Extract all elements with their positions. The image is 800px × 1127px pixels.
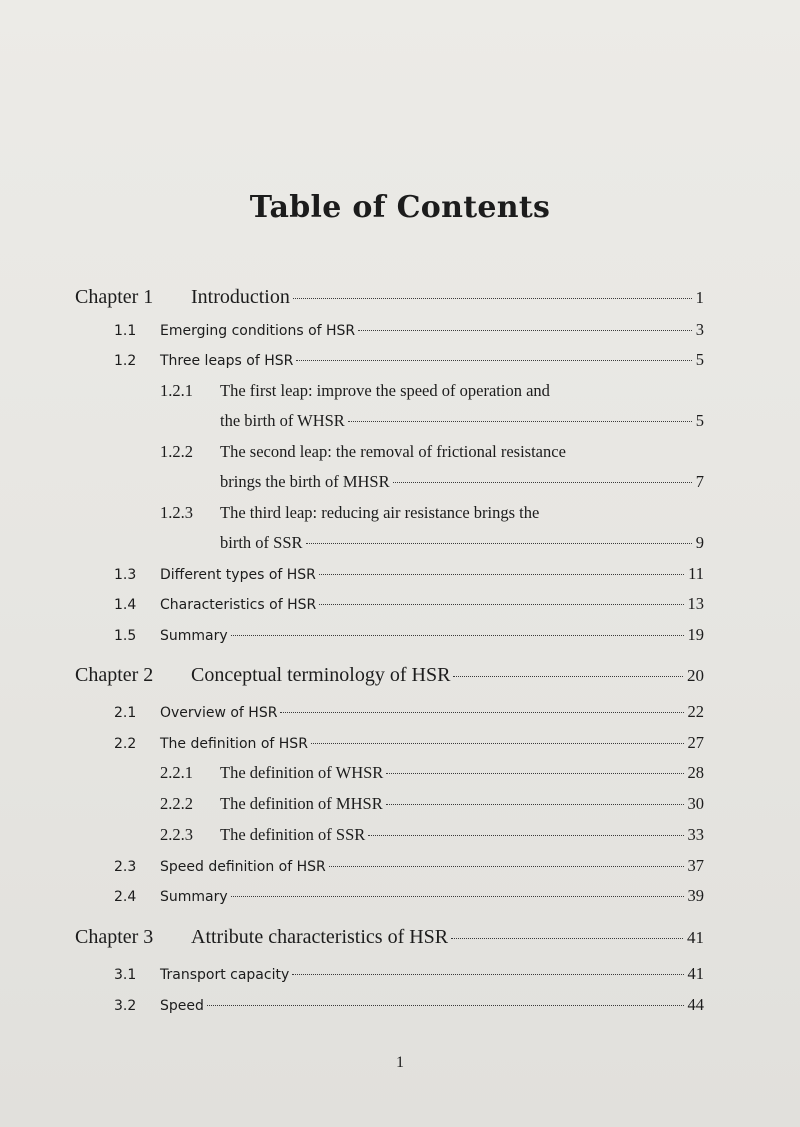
- toc-entry-1-2-3: [160, 503, 704, 523]
- entry-number: 1.2.2: [160, 442, 193, 461]
- toc-entry-2-4: [114, 886, 704, 906]
- entry-page: 37: [687, 856, 704, 875]
- entry-number: Chapter 1: [75, 286, 154, 308]
- entry-title: Emerging conditions of HSR: [160, 323, 356, 339]
- entry-title: Transport capacity: [160, 967, 290, 983]
- toc-entry-1-1: [114, 320, 704, 340]
- entry-title: The definition of MHSR: [220, 794, 383, 813]
- entry-title: Three leaps of HSR: [160, 353, 294, 369]
- dot-leader: [358, 330, 692, 331]
- toc-entry-2-1: [114, 702, 704, 722]
- entry-number: Chapter 3: [75, 926, 154, 948]
- entry-number: 2.2: [114, 736, 137, 752]
- entry-title: The second leap: the removal of frictional resistance: [220, 442, 566, 461]
- entry-number: 2.2.1: [160, 763, 193, 782]
- entry-page: 44: [687, 995, 704, 1014]
- toc-entry-1-5: [114, 625, 704, 645]
- dot-leader: [231, 896, 684, 897]
- dot-leader: [386, 804, 684, 805]
- dot-leader: [451, 938, 683, 939]
- dot-leader: [280, 712, 683, 713]
- entry-page: 13: [687, 594, 704, 613]
- dot-leader: [329, 866, 684, 867]
- entry-number: 3.2: [114, 998, 137, 1014]
- entry-number: 1.1: [114, 323, 137, 339]
- toc-entry-2-3: [114, 856, 704, 876]
- toc-entry-2-2-1: [160, 763, 704, 783]
- entry-page: 30: [687, 794, 704, 813]
- dot-leader: [319, 574, 684, 575]
- entry-number: 1.2.1: [160, 381, 193, 400]
- entry-page: 9: [695, 533, 704, 552]
- entry-page: 1: [695, 288, 704, 307]
- dot-leader: [231, 635, 684, 636]
- toc-entry-1-2-1: [160, 381, 704, 401]
- entry-page: 33: [687, 825, 704, 844]
- toc-entry-1-3: [114, 564, 704, 584]
- toc-entry-2-2-2: [160, 794, 704, 814]
- dot-leader: [453, 676, 683, 677]
- entry-title: Speed: [160, 998, 204, 1014]
- entry-number: 1.5: [114, 628, 137, 644]
- entry-page: 5: [695, 411, 704, 430]
- entry-title: The definition of SSR: [220, 825, 366, 844]
- entry-page: 41: [687, 964, 704, 983]
- entry-number: 2.2.3: [160, 825, 193, 844]
- entry-title-cont: the birth of WHSR: [220, 411, 345, 430]
- entry-title: Conceptual terminology of HSR: [191, 664, 451, 686]
- entry-title: Introduction: [191, 286, 290, 308]
- dot-leader: [393, 482, 692, 483]
- entry-title: Summary: [160, 628, 228, 644]
- entry-page: 39: [687, 886, 704, 905]
- entry-title: Characteristics of HSR: [160, 597, 317, 613]
- entry-number: 3.1: [114, 967, 137, 983]
- toc-entry-2-2-3: [160, 825, 704, 845]
- entry-title: The first leap: improve the speed of operation and: [220, 381, 550, 400]
- entry-number: Chapter 2: [75, 664, 154, 686]
- entry-page: 27: [687, 733, 704, 752]
- entry-number: 2.2.2: [160, 794, 193, 813]
- toc-entry-1-2: [114, 350, 704, 370]
- dot-leader: [311, 743, 684, 744]
- page-number: 1: [396, 1054, 404, 1071]
- entry-page: 20: [687, 666, 704, 685]
- entry-page: 7: [695, 472, 704, 491]
- entry-page: 3: [695, 320, 704, 339]
- entry-title: Different types of HSR: [160, 567, 316, 583]
- dot-leader: [368, 835, 683, 836]
- dot-leader: [386, 773, 683, 774]
- toc-entry-chapter-3: [75, 926, 704, 949]
- entry-number: 2.1: [114, 705, 137, 721]
- entry-number: 1.2.3: [160, 503, 193, 522]
- toc-entry-chapter-1: [75, 286, 704, 309]
- entry-title: Overview of HSR: [160, 705, 278, 721]
- toc-entry-3-2: [114, 995, 704, 1015]
- entry-title-cont: brings the birth of MHSR: [220, 472, 390, 491]
- toc-entry-3-1: [114, 964, 704, 984]
- entry-page: 22: [687, 702, 704, 721]
- entry-number: 1.4: [114, 597, 137, 613]
- entry-number: 2.3: [114, 859, 137, 875]
- entry-page: 19: [687, 625, 704, 644]
- entry-title: Attribute characteristics of HSR: [191, 926, 449, 948]
- dot-leader: [306, 543, 692, 544]
- page-title: Table of Contents: [249, 190, 551, 225]
- entry-title: The third leap: reducing air resistance brings the: [220, 503, 540, 522]
- entry-number: 2.4: [114, 889, 137, 905]
- entry-title: The definition of HSR: [160, 736, 308, 752]
- toc-entry-1-2-2: [160, 442, 704, 462]
- entry-title-cont: birth of SSR: [220, 533, 303, 552]
- entry-page: 5: [695, 350, 704, 369]
- entry-page: 41: [687, 928, 704, 947]
- entry-title: Summary: [160, 889, 228, 905]
- toc-entry-1-2-1-cont: [220, 411, 704, 431]
- entry-page: 11: [688, 564, 704, 583]
- toc-entry-chapter-2: [75, 664, 704, 687]
- entry-number: 1.3: [114, 567, 137, 583]
- entry-title: The definition of WHSR: [220, 763, 384, 782]
- dot-leader: [293, 298, 692, 299]
- dot-leader: [292, 974, 683, 975]
- toc-entry-1-4: [114, 594, 704, 614]
- toc-entry-1-2-2-cont: [220, 472, 704, 492]
- toc-entry-1-2-3-cont: [220, 533, 704, 553]
- dot-leader: [296, 360, 691, 361]
- entry-title: Speed definition of HSR: [160, 859, 326, 875]
- entry-page: 28: [687, 763, 704, 782]
- dot-leader: [319, 604, 683, 605]
- dot-leader: [207, 1005, 684, 1006]
- entry-number: 1.2: [114, 353, 137, 369]
- dot-leader: [348, 421, 692, 422]
- toc-entry-2-2: [114, 733, 704, 753]
